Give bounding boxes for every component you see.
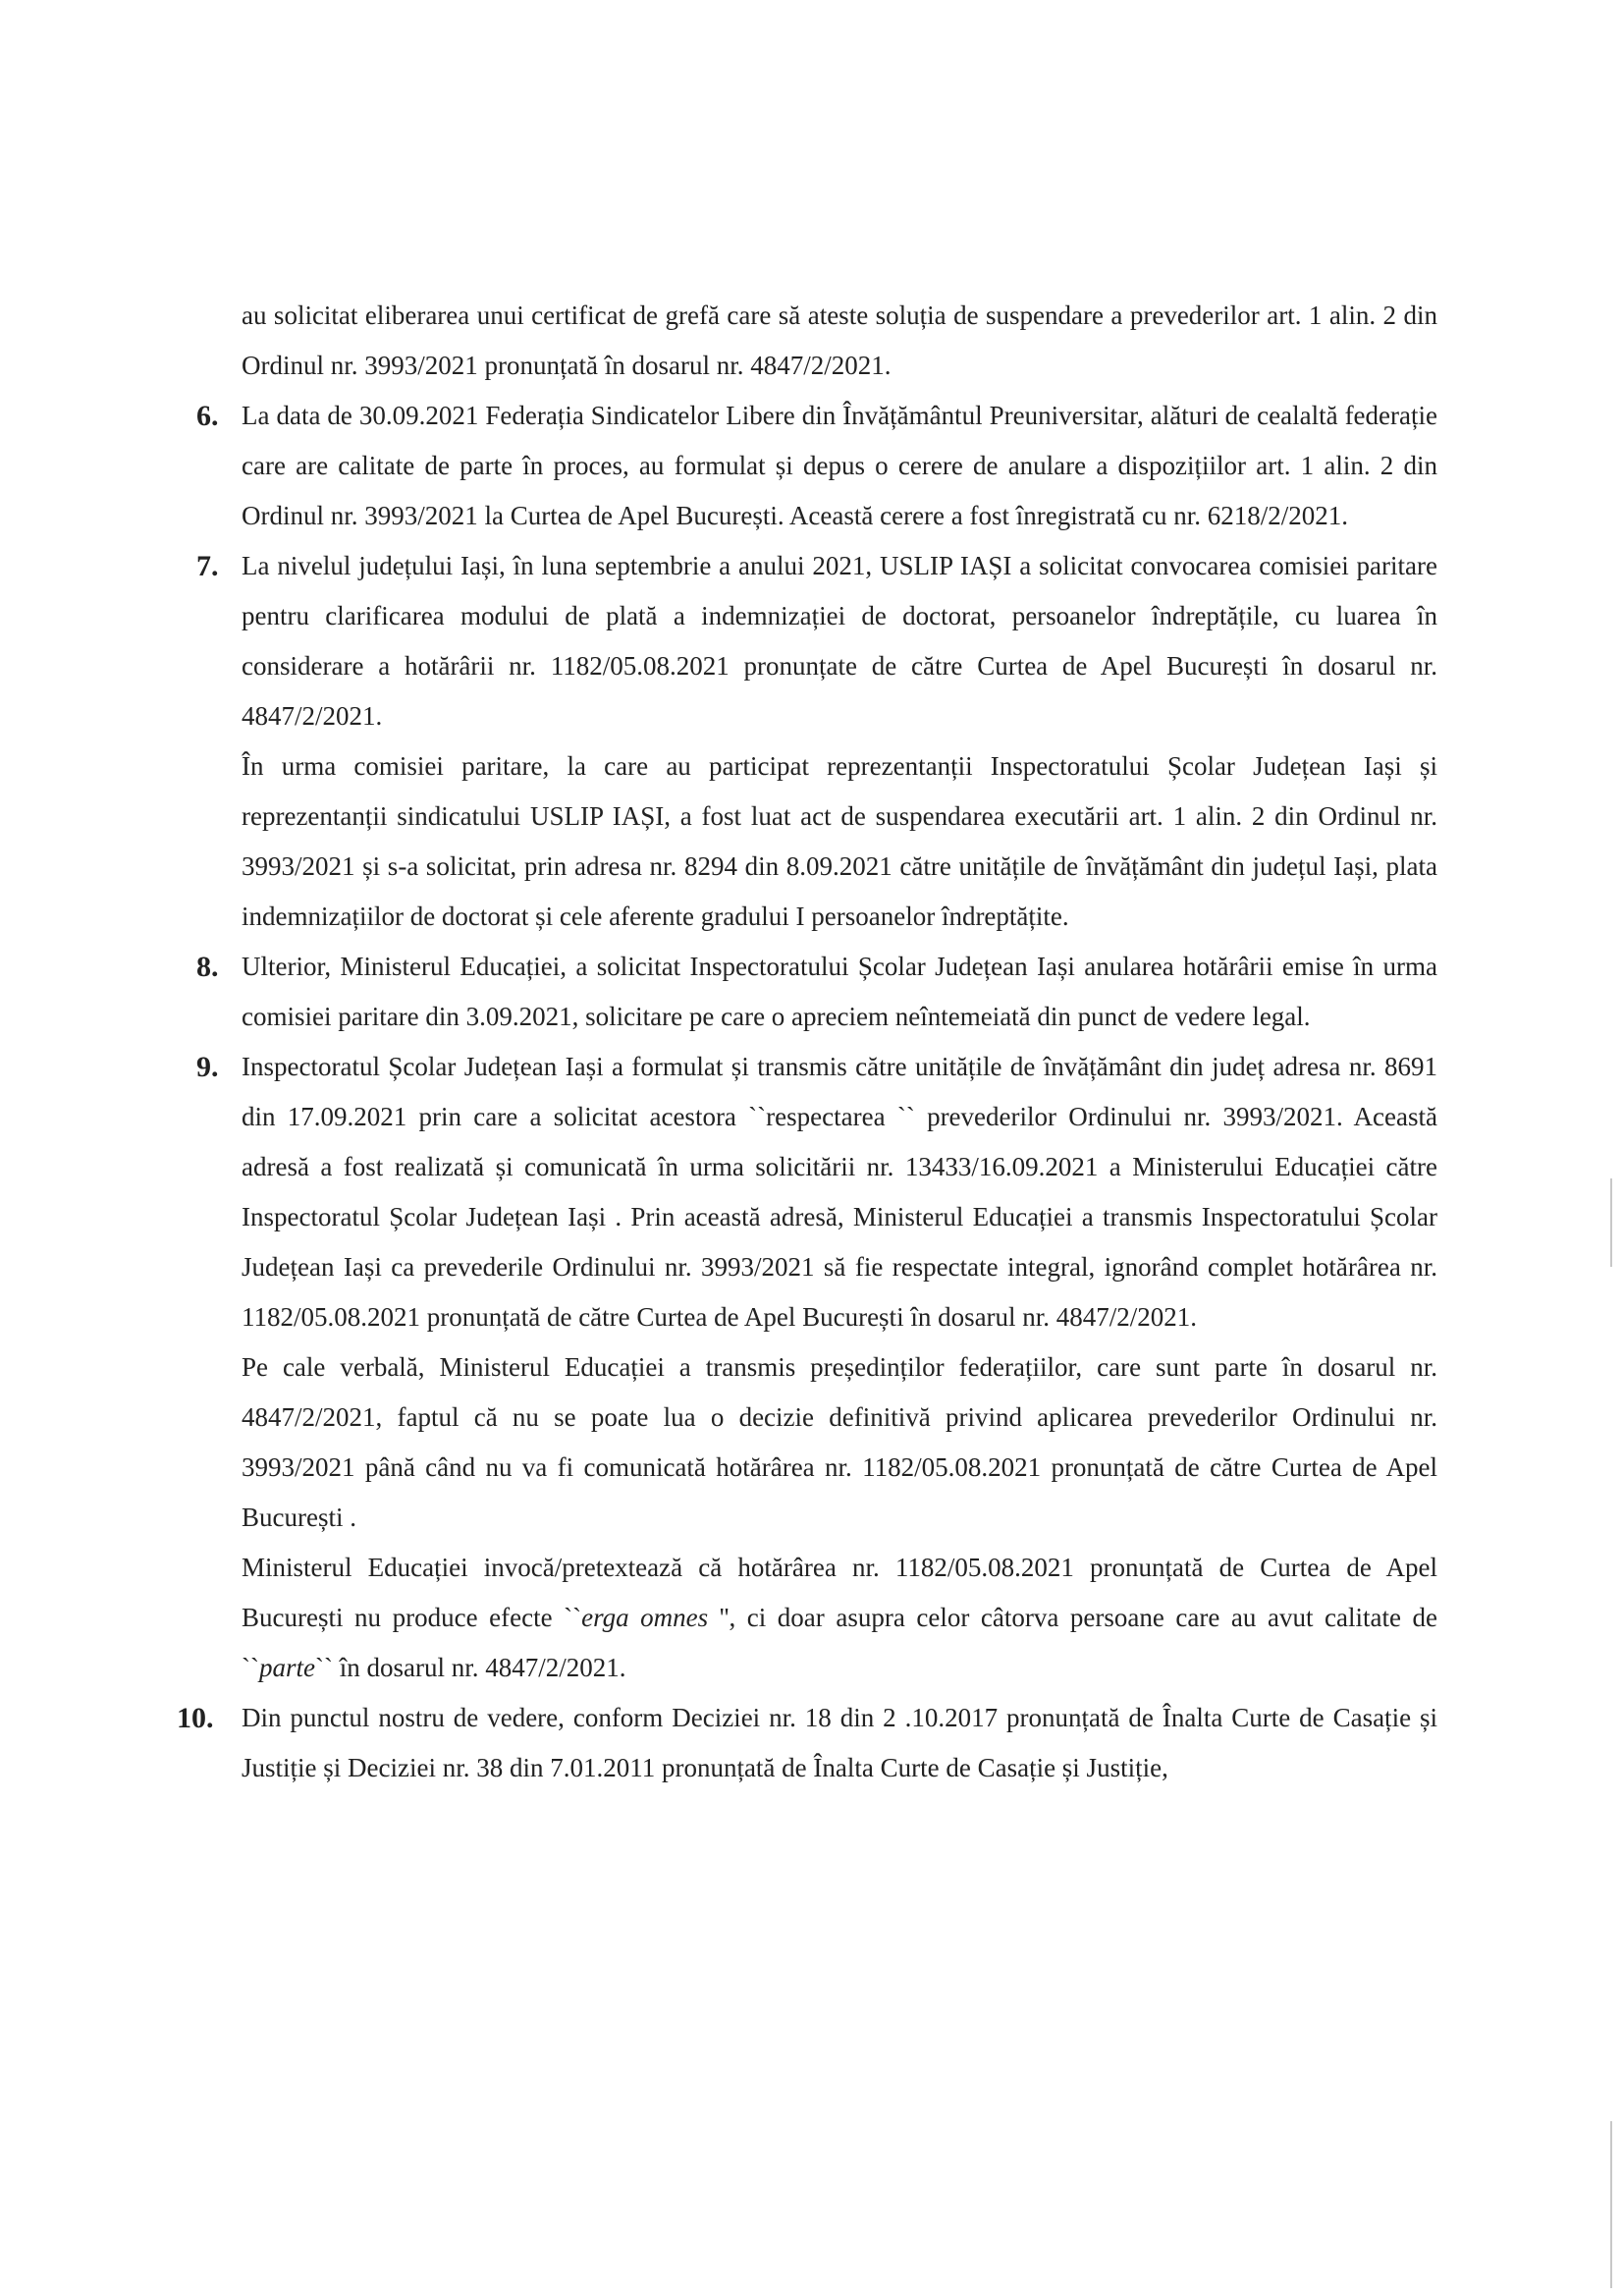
text-run: `` în dosarul nr. 4847/2/2021. <box>314 1653 626 1682</box>
item-number: 8. <box>196 951 219 983</box>
item-paragraph: În urma comisiei paritare, la care au participat reprezentanții Inspectoratului Școlar Județean Iași și reprezentanții sindicatului USLIP IAȘI, a fost luat act de suspendarea executării art. 1 alin. 2 din Ordinul nr. 3993/2021 și s-a solicitat, prin adresa nr. 8294 din 8.09.2021 către unitățile de învățământ din județul Iași, plata indemnizațiilor de doctorat și cele aferente gradului I persoanelor îndreptățite. <box>242 751 1437 931</box>
italic-term: parte <box>258 1653 315 1682</box>
list-item-9 <box>196 1042 1437 1693</box>
continuation-paragraph: au solicitat eliberarea unui certificat de grefă care să ateste soluția de suspendare a prevederilor art. 1 alin. 2 din Ordinul nr. 3993/2021 pronunțată în dosarul nr. 4847/2/2021. <box>242 301 1437 380</box>
list-item-10 <box>177 1693 1437 1793</box>
item-number: 9. <box>196 1051 219 1083</box>
item-paragraph: Din punctul nostru de vedere, conform Deciziei nr. 18 din 2 .10.2017 pronunțată de Înalta Curte de Casație și Justiție și Deciziei nr. 38 din 7.01.2011 pronunțată de Înalta Curte de Casație și Justiție, <box>242 1703 1437 1782</box>
italic-term: erga omnes <box>581 1603 709 1632</box>
item-paragraph-mixed <box>242 1543 1437 1693</box>
item-number: 6. <box>196 400 219 432</box>
list-item-7 <box>196 541 1437 942</box>
list-item-8 <box>196 942 1437 1042</box>
item-paragraph: Ulterior, Ministerul Educației, a solicitat Inspectoratului Școlar Județean Iași anularea hotărârii emise în urma comisiei paritare din 3.09.2021, solicitare pe care o apreciem neîntemeiată din punct de vedere legal. <box>242 952 1437 1031</box>
text-run: Ministerul Educației invocă/pretextează că hotărârea nr. 1182/05.08.2021 pronunțată de Curtea de Apel București nu produce efecte `` <box>242 1553 1437 1632</box>
item-paragraph: Pe cale verbală, Ministerul Educației a transmis președinților federațiilor, care sunt parte în dosarul nr. 4847/2/2021, faptul că nu se poate lua o decizie definitivă privind aplicarea prevederilor Ordinului nr. 3993/2021 până când nu va fi comunicată hotărârea nr. 1182/05.08.2021 pronunțată de către Curtea de Apel București . <box>242 1352 1437 1532</box>
scan-edge-mark <box>1610 1178 1612 1267</box>
document-body <box>177 291 1437 1793</box>
item-paragraph: La data de 30.09.2021 Federația Sindicatelor Libere din Învățământul Preuniversitar, alături de cealaltă federație care are calitate de parte în proces, au formulat și depus o cerere de anulare a dispozițiilor art. 1 alin. 2 din Ordinul nr. 3993/2021 la Curtea de Apel București. Această cerere a fost înregistrată cu nr. 6218/2/2021. <box>242 401 1437 530</box>
text-run: '', ci doar asupra celor câtorva persoane care au avut calitate de `` <box>242 1603 1437 1682</box>
item-number: 7. <box>196 550 219 582</box>
scan-edge-mark <box>1610 2121 1612 2288</box>
item-paragraph: Inspectoratul Școlar Județean Iași a formulat și transmis către unitățile de învățământ din județ adresa nr. 8691 din 17.09.2021 prin care a solicitat acestora ``respectarea `` prevederilor Ordinului nr. 3993/2021. Această adresă a fost realizată și comunicată în urma solicitării nr. 13433/16.09.2021 a Ministerului Educației către Inspectoratul Școlar Județean Iași . Prin această adresă, Ministerul Educației a transmis Inspectoratului Școlar Județean Iași ca prevederile Ordinului nr. 3993/2021 să fie respectate integral, ignorând complet hotărârea nr. 1182/05.08.2021 pronunțată de către Curtea de Apel București în dosarul nr. 4847/2/2021. <box>242 1052 1437 1332</box>
item-number: 10. <box>177 1702 214 1734</box>
item-paragraph: La nivelul județului Iași, în luna septembrie a anului 2021, USLIP IAȘI a solicitat convocarea comisiei paritare pentru clarificarea modului de plată a indemnizației de doctorat, persoanelor îndreptățile, cu luarea în considerare a hotărârii nr. 1182/05.08.2021 pronunțate de către Curtea de Apel București în dosarul nr. 4847/2/2021. <box>242 551 1437 731</box>
list-item-6 <box>196 391 1437 541</box>
